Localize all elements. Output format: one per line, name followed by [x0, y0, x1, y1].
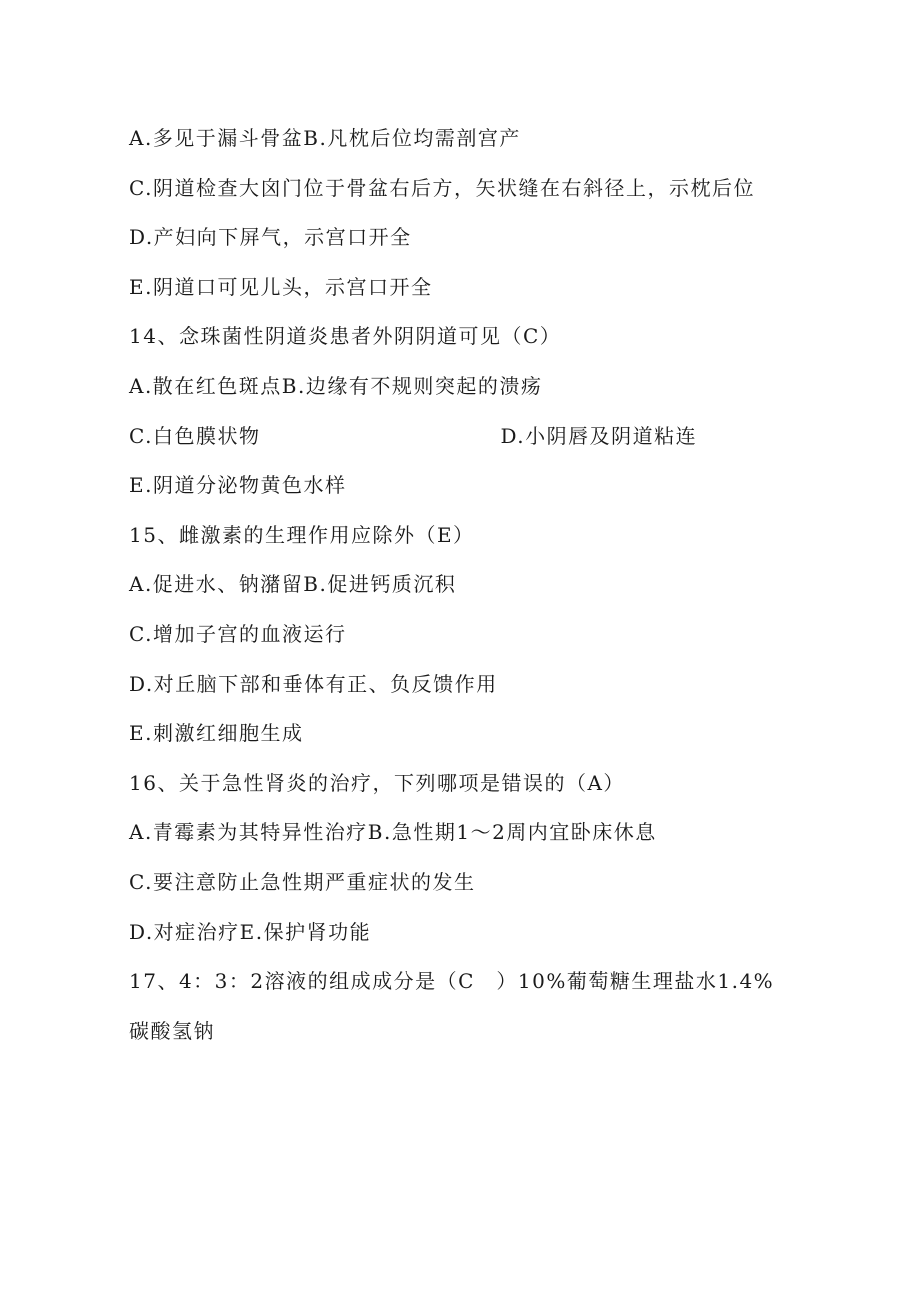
option-line: C.阴道检查大囟门位于骨盆右后方，矢状缝在右斜径上，示枕后位 [129, 175, 755, 200]
option-line: E.阴道口可见儿头，示宫口开全 [129, 274, 433, 299]
option-line: D.产妇向下屏气，示宫口开全 [129, 225, 412, 250]
option-line: D.对症治疗E.保护肾功能 [129, 919, 372, 944]
question-14: 14、念珠菌性阴道炎患者外阴阴道可见（C） [129, 324, 562, 349]
option-line: C.要注意防止急性期严重症状的发生 [129, 869, 476, 894]
option-d: D.小阴唇及阴道粘连 [500, 423, 698, 448]
option-line: C.增加子宫的血液运行 [129, 621, 347, 646]
question-15: 15、雌激素的生理作用应除外（E） [129, 522, 475, 547]
option-line-pair [129, 412, 789, 462]
option-line: A.促进水、钠潴留B.促进钙质沉积 [129, 572, 457, 597]
option-line: E.阴道分泌物黄色水样 [129, 473, 347, 498]
question-17: 17、4：3：2溶液的组成成分是（C ）10%葡萄糖生理盐水1.4% [129, 969, 775, 994]
option-line: E.刺激红细胞生成 [129, 721, 304, 746]
option-line: A.散在红色斑点B.边缘有不规则突起的溃疡 [129, 373, 543, 398]
option-line: D.对丘脑下部和垂体有正、负反馈作用 [129, 671, 498, 696]
option-c: C.白色膜状物 [129, 423, 261, 448]
document-body [129, 114, 789, 1056]
question-16: 16、关于急性肾炎的治疗，下列哪项是错误的（A） [129, 770, 625, 795]
question-17-continued: 碳酸氢钠 [129, 1018, 215, 1043]
option-line: A.多见于漏斗骨盆B.凡枕后位均需剖宫产 [129, 126, 521, 150]
option-line: A.青霉素为其特异性治疗B.急性期1～2周内宜卧床休息 [129, 820, 657, 845]
